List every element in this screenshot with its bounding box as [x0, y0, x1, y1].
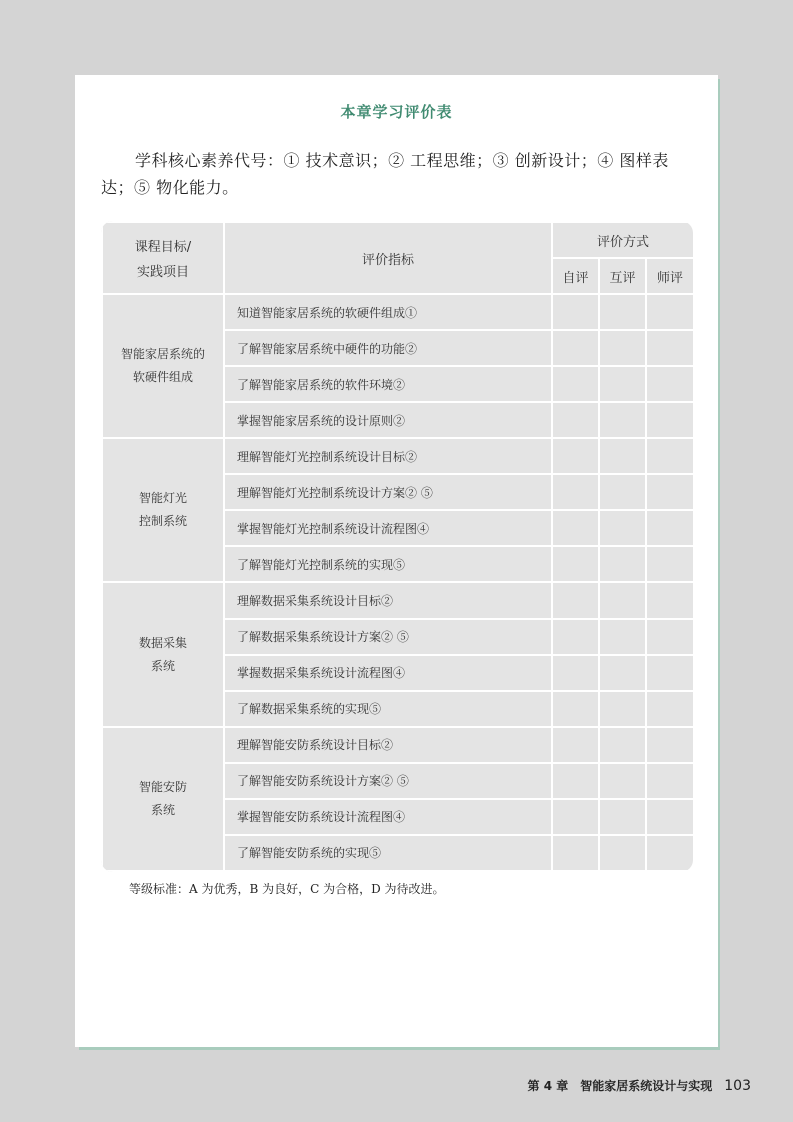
self-score-cell[interactable] — [552, 655, 599, 691]
header-peer: 互评 — [599, 258, 646, 294]
teacher-score-cell[interactable] — [646, 835, 694, 871]
peer-score-cell[interactable] — [599, 474, 646, 510]
teacher-score-cell[interactable] — [646, 474, 694, 510]
self-score-cell[interactable] — [552, 619, 599, 655]
goal-line1: 智能安防 — [138, 779, 187, 794]
indicator-cell: 了解数据采集系统的实现⑤ — [224, 691, 552, 727]
self-score-cell[interactable] — [552, 438, 599, 474]
goal-line1: 数据采集 — [138, 635, 187, 650]
intro-paragraph: 学科核心素养代号：① 技术意识；② 工程思维；③ 创新设计；④ 图样表达；⑤ 物化能力。 — [101, 151, 669, 197]
self-score-cell[interactable] — [552, 546, 599, 582]
self-score-cell[interactable] — [552, 763, 599, 799]
self-score-cell[interactable] — [552, 294, 599, 330]
indicator-cell: 理解智能安防系统设计目标② — [224, 727, 552, 763]
header-goal-line2: 实践项目 — [136, 265, 189, 281]
page-title: 本章学习评价表 — [340, 103, 453, 121]
peer-score-cell[interactable] — [599, 582, 646, 618]
indicator-cell: 了解数据采集系统设计方案② ⑤ — [224, 619, 552, 655]
goal-line2: 系统 — [150, 802, 175, 817]
indicator-cell: 理解智能灯光控制系统设计方案② ⑤ — [224, 474, 552, 510]
self-score-cell[interactable] — [552, 835, 599, 871]
teacher-score-cell[interactable] — [646, 691, 694, 727]
page-number: 103 — [724, 1078, 751, 1094]
self-score-cell[interactable] — [552, 474, 599, 510]
self-score-cell[interactable] — [552, 582, 599, 618]
peer-score-cell[interactable] — [599, 438, 646, 474]
self-score-cell[interactable] — [552, 510, 599, 546]
self-score-cell[interactable] — [552, 727, 599, 763]
chapter-label: 第 4 章 — [527, 1079, 569, 1093]
peer-score-cell[interactable] — [599, 727, 646, 763]
indicator-cell: 了解智能安防系统的实现⑤ — [224, 835, 552, 871]
table-row — [102, 438, 694, 474]
teacher-score-cell[interactable] — [646, 294, 694, 330]
goal-cell — [102, 438, 224, 582]
goal-line2: 控制系统 — [138, 514, 187, 529]
self-score-cell[interactable] — [552, 691, 599, 727]
header-teacher: 师评 — [646, 258, 694, 294]
self-score-cell[interactable] — [552, 330, 599, 366]
teacher-score-cell[interactable] — [646, 510, 694, 546]
goal-cell — [102, 727, 224, 871]
goal-line1: 智能家居系统的 — [120, 347, 205, 362]
indicator-cell: 掌握智能灯光控制系统设计流程图④ — [224, 510, 552, 546]
peer-score-cell[interactable] — [599, 763, 646, 799]
teacher-score-cell[interactable] — [646, 727, 694, 763]
peer-score-cell[interactable] — [599, 330, 646, 366]
header-method: 评价方式 — [552, 222, 694, 258]
header-self: 自评 — [552, 258, 599, 294]
goal-cell — [102, 582, 224, 726]
running-footer — [528, 1077, 751, 1094]
goal-line1: 智能灯光 — [138, 491, 187, 506]
table-row — [102, 294, 694, 330]
teacher-score-cell[interactable] — [646, 366, 694, 402]
peer-score-cell[interactable] — [599, 835, 646, 871]
table-body — [102, 294, 694, 871]
teacher-score-cell[interactable] — [646, 402, 694, 438]
teacher-score-cell[interactable] — [646, 330, 694, 366]
grading-note: 等级标准：A 为优秀，B 为良好，C 为合格，D 为待改进。 — [129, 882, 445, 896]
peer-score-cell[interactable] — [599, 294, 646, 330]
indicator-cell: 掌握数据采集系统设计流程图④ — [224, 655, 552, 691]
peer-score-cell[interactable] — [599, 655, 646, 691]
peer-score-cell[interactable] — [599, 366, 646, 402]
indicator-cell: 知道智能家居系统的软硬件组成① — [224, 294, 552, 330]
header-indicator: 评价指标 — [224, 222, 552, 294]
self-score-cell[interactable] — [552, 366, 599, 402]
indicator-cell: 理解数据采集系统设计目标② — [224, 582, 552, 618]
indicator-cell: 理解智能灯光控制系统设计目标② — [224, 438, 552, 474]
teacher-score-cell[interactable] — [646, 799, 694, 835]
indicator-cell: 了解智能家居系统中硬件的功能② — [224, 330, 552, 366]
self-score-cell[interactable] — [552, 402, 599, 438]
book-title: 智能家居系统设计与实现 — [580, 1079, 713, 1093]
table-row — [102, 727, 694, 763]
teacher-score-cell[interactable] — [646, 582, 694, 618]
indicator-cell: 掌握智能安防系统设计流程图④ — [224, 799, 552, 835]
indicator-cell: 了解智能灯光控制系统的实现⑤ — [224, 546, 552, 582]
goal-cell — [102, 294, 224, 438]
teacher-score-cell[interactable] — [646, 619, 694, 655]
peer-score-cell[interactable] — [599, 546, 646, 582]
teacher-score-cell[interactable] — [646, 546, 694, 582]
teacher-score-cell[interactable] — [646, 763, 694, 799]
header-goal-line1: 课程目标/ — [134, 240, 192, 256]
goal-line2: 软硬件组成 — [132, 370, 193, 385]
evaluation-table — [101, 221, 695, 872]
indicator-cell: 了解智能家居系统的软件环境② — [224, 366, 552, 402]
table-row — [102, 582, 694, 618]
indicator-cell: 了解智能安防系统设计方案② ⑤ — [224, 763, 552, 799]
goal-line2: 系统 — [150, 658, 175, 673]
indicator-cell: 掌握智能家居系统的设计原则② — [224, 402, 552, 438]
peer-score-cell[interactable] — [599, 619, 646, 655]
peer-score-cell[interactable] — [599, 691, 646, 727]
peer-score-cell[interactable] — [599, 402, 646, 438]
peer-score-cell[interactable] — [599, 799, 646, 835]
header-goal — [102, 222, 224, 294]
self-score-cell[interactable] — [552, 799, 599, 835]
teacher-score-cell[interactable] — [646, 438, 694, 474]
teacher-score-cell[interactable] — [646, 655, 694, 691]
peer-score-cell[interactable] — [599, 510, 646, 546]
